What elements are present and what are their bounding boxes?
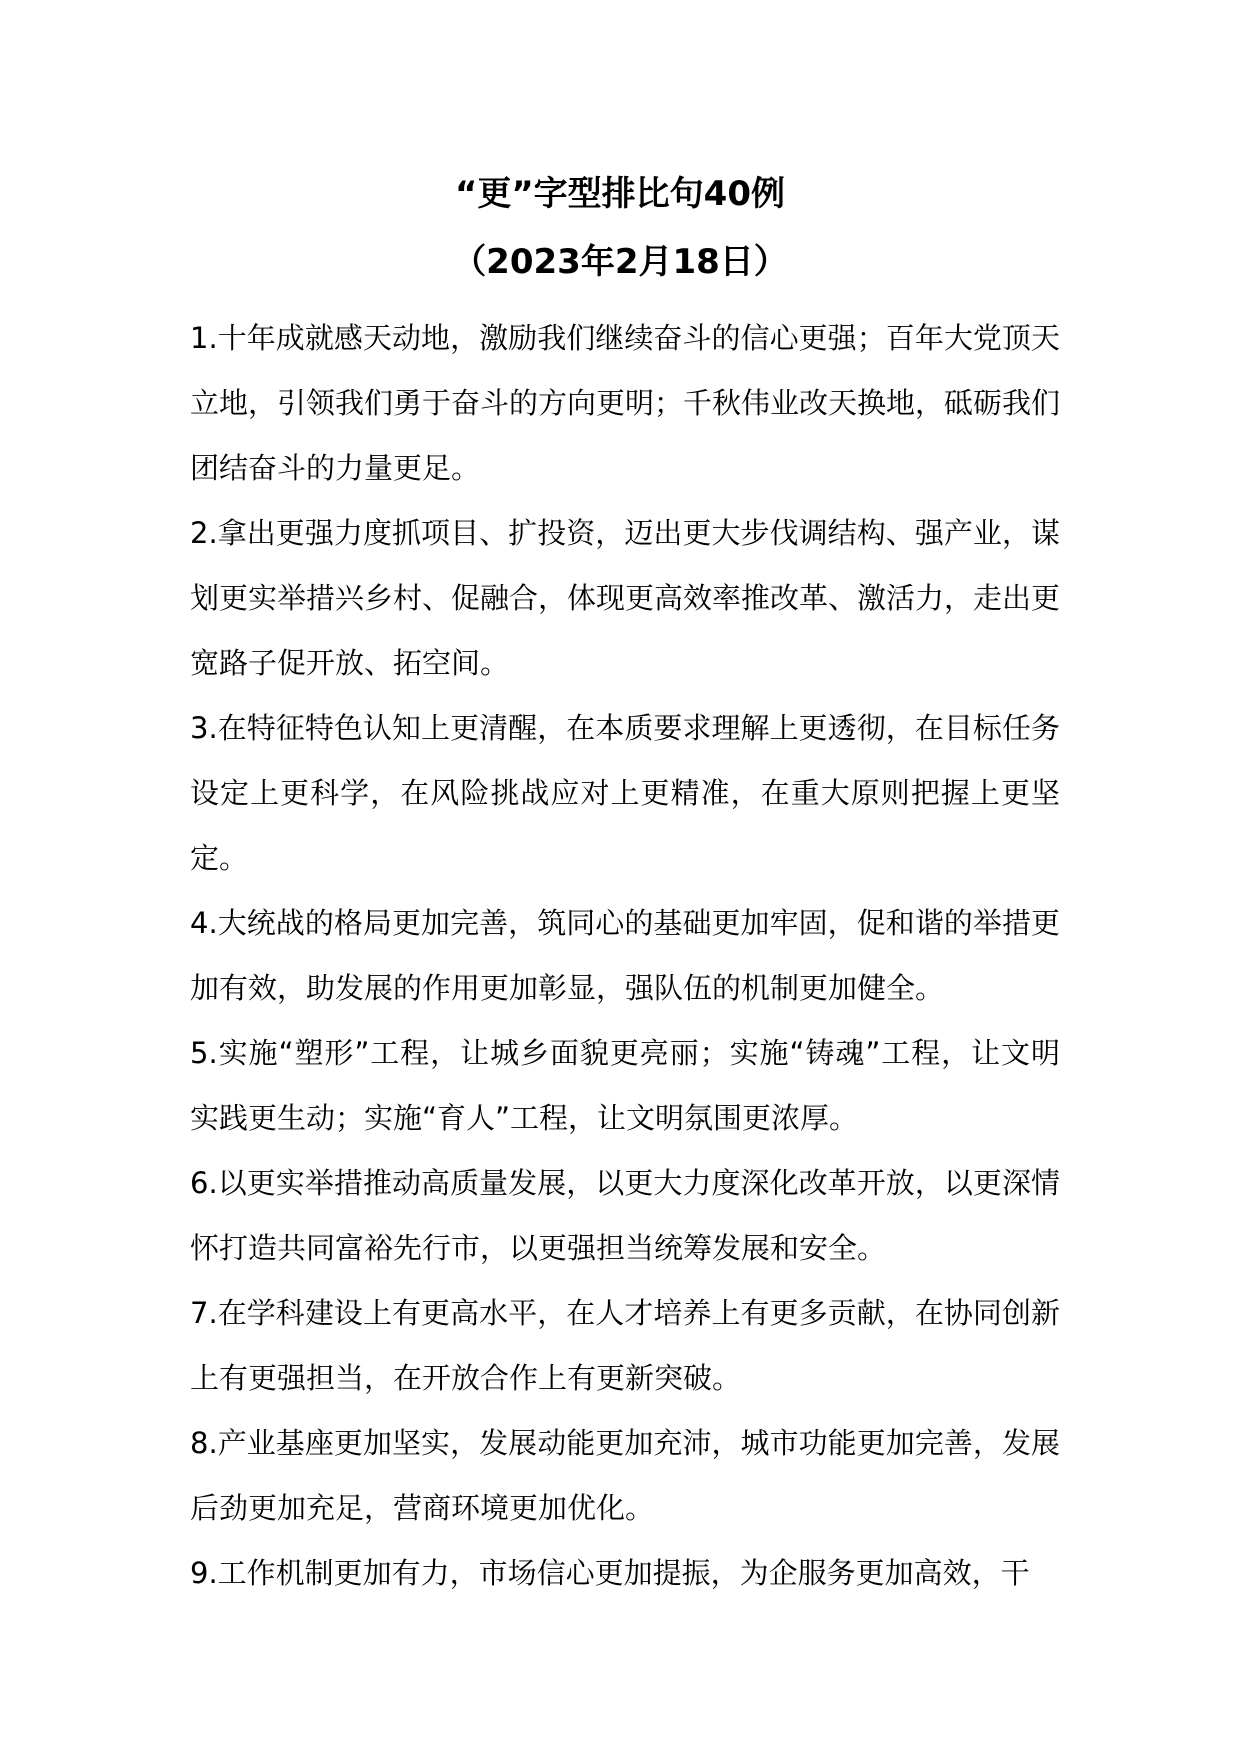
paragraph-1: 1.十年成就感天动地，激励我们继续奋斗的信心更强；百年大党顶天立地，引领我们勇于奋斗的方向更明；千秋伟业改天换地，砥砺我们团结奋斗的力量更足。 <box>190 321 1061 485</box>
paragraph-2: 2.拿出更强力度抓项目、扩投资，迈出更大步伐调结构、强产业，谋划更实举措兴乡村、促融合，体现更高效率推改革、激活力，走出更宽路子促开放、拓空间。 <box>190 516 1061 680</box>
document-date: （2023年2月18日） <box>452 242 788 282</box>
paragraph-5: 5.实施“塑形”工程，让城乡面貌更亮丽；实施“铸魂”工程，让文明实践更生动；实施“育人”工程，让文明氛围更浓厚。 <box>190 1036 1060 1135</box>
paragraph-7: 7.在学科建设上有更高水平，在人才培养上有更多贡献，在协同创新上有更强担当，在开放合作上有更新突破。 <box>190 1296 1060 1395</box>
paragraph-6: 6.以更实举措推动高质量发展，以更大力度深化改革开放，以更深情怀打造共同富裕先行市，以更强担当统筹发展和安全。 <box>190 1166 1060 1265</box>
paragraph-9: 9.工作机制更加有力，市场信心更加提振，为企服务更加高效，干 <box>190 1556 1030 1590</box>
paragraph-8: 8.产业基座更加坚实，发展动能更加充沛，城市功能更加完善，发展后劲更加充足，营商环境更加优化。 <box>190 1426 1060 1525</box>
paragraph-4: 4.大统战的格局更加完善，筑同心的基础更加牢固，促和谐的举措更加有效，助发展的作用更加彰显，强队伍的机制更加健全。 <box>190 906 1060 1005</box>
document-body <box>190 306 1060 1606</box>
paragraph-3: 3.在特征特色认知上更清醒，在本质要求理解上更透彻，在目标任务设定上更科学，在风险挑战应对上更精准，在重大原则把握上更坚定。 <box>190 711 1060 875</box>
document-title: “更”字型排比句40例 <box>454 174 785 214</box>
